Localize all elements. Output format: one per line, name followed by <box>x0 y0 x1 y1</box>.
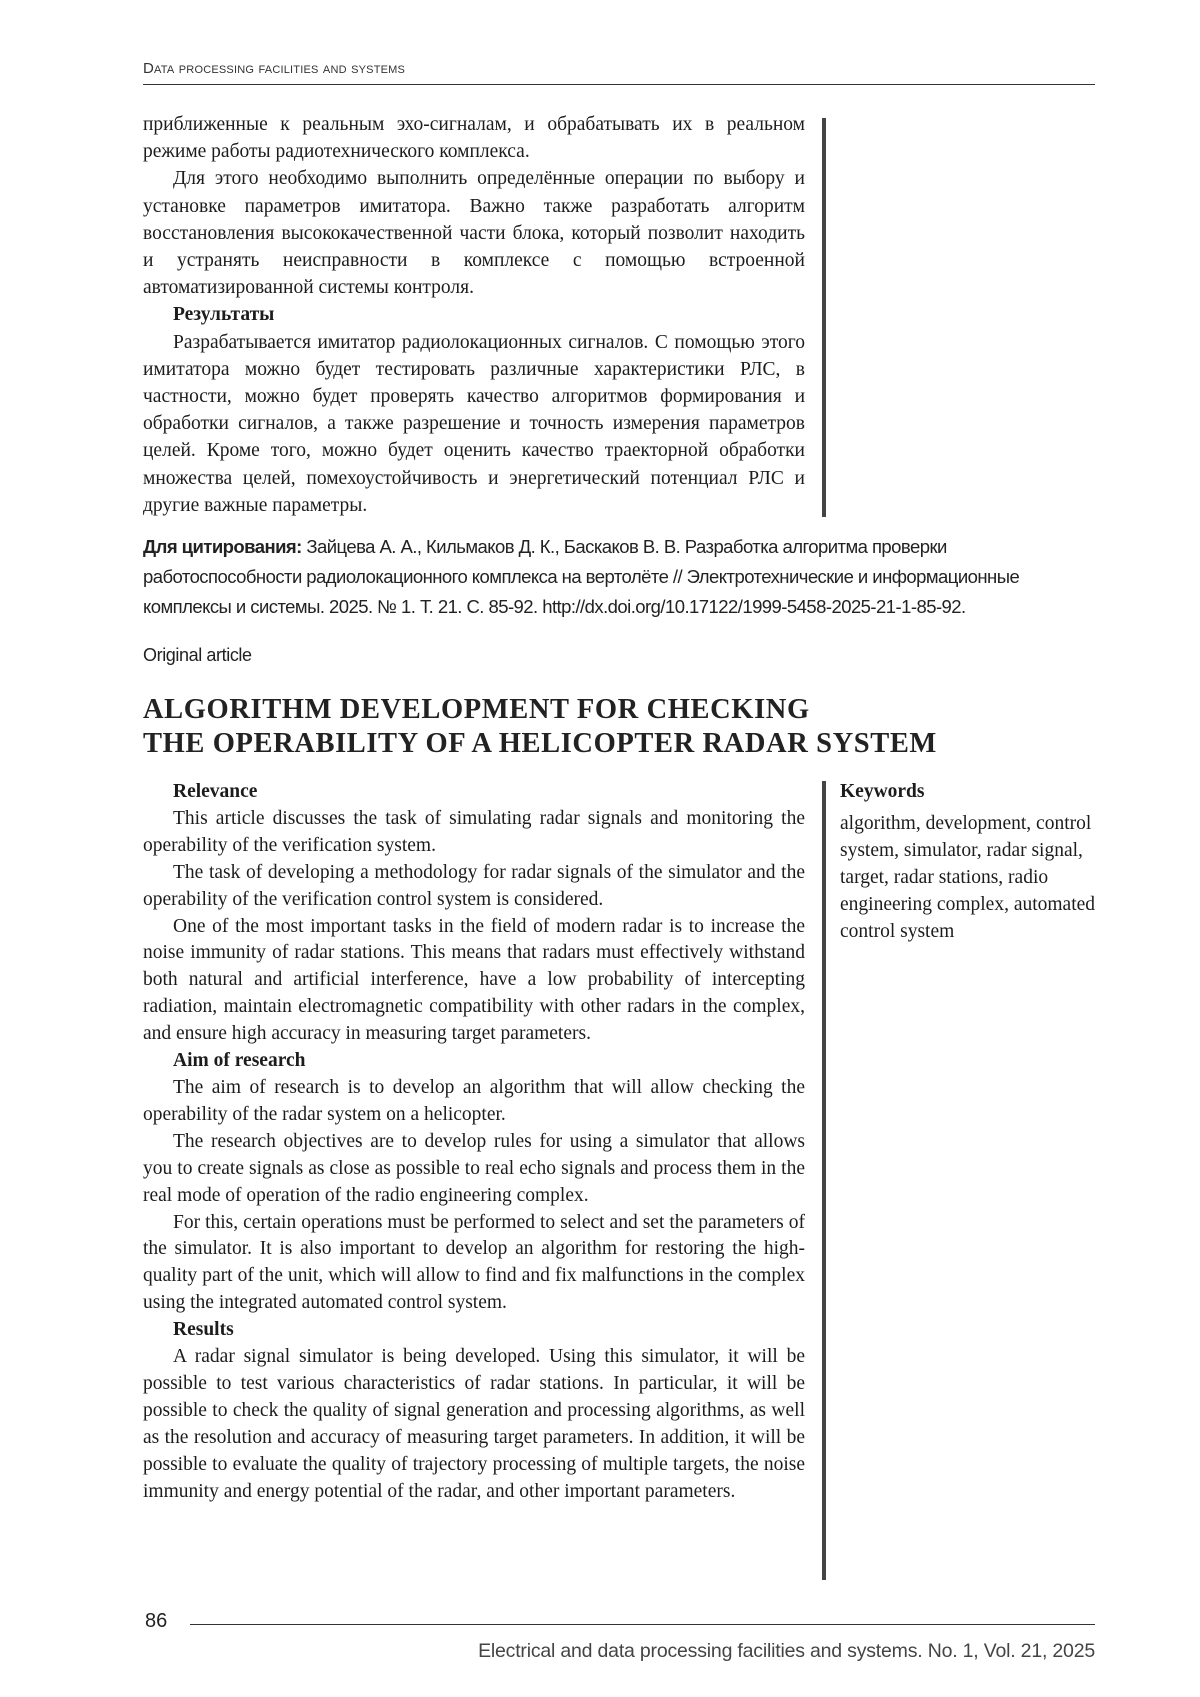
aim-paragraph-1: The aim of research is to develop an algorithm that will allow check­ing the operability of the radar system on a helicopter. <box>143 1075 805 1129</box>
citation-text: Зайцева А. А., Кильмаков Д. К., Баскаков В. В. Разработка алгоритма проверки работоспособности радиолокационного комплекса на вертолёте // Электротехнические и информационные комплексы и системы. 2025. № 1. Т. 21. С. 85-92. http://dx.doi.org/10.17122/1999-5458-2025-21-1-85-92. <box>143 536 1019 617</box>
ru-paragraph-2: Для этого необходимо выполнить определённые операции по выбору и установке параметров имитатора. Важно также разработать алгоритм восстановления высококачественной части блока, который позволит находить и устранять неисправности в комплексе с помо­щью встроенной автоматизированной системы контроля. <box>143 165 805 301</box>
relevance-heading: Relevance <box>143 779 805 806</box>
results-heading: Results <box>143 1317 805 1344</box>
aim-paragraph-3: For this, certain operations must be performed to select and set the par­ameters of the simulator. It is also important to develop an algorithm for restoring the high-quality part of the unit, which will allow to find and fix malfunctions in the complex using the integrated automated control system. <box>143 1210 805 1318</box>
ru-paragraph-1: приближенные к реальным эхо-сигналам, и обрабатывать их в реаль­ном режиме работы радиотехнического комплекса. <box>143 111 805 165</box>
title-line-2: THE OPERABILITY OF A HELICOPTER RADAR SYSTEM <box>143 728 937 759</box>
keywords-heading: Keywords <box>840 779 1110 806</box>
ru-results-heading: Результаты <box>143 301 805 328</box>
ru-column-sidebar-rule <box>822 118 826 517</box>
keywords-box <box>840 779 1110 945</box>
ru-paragraph-3: Разрабатывается имитатор радиолокационных сигналов. С помо­щью этого имитатора можно будет тестировать различные характери­стики РЛС, в частности, можно будет проверять качество алгоритмов формирования и обработки сигналов, а также разрешение и точность измерения параметров целей. Кроме того, можно будет оценить каче­ство траекторной обработки множества целей, помехоустойчивость и энергетический потенциал РЛС и другие важные параметры. <box>143 329 805 519</box>
footer-divider <box>190 1624 1095 1625</box>
page-number: 86 <box>145 1610 167 1633</box>
citation-label: Для цитирования: <box>143 536 302 557</box>
relevance-paragraph-2: The task of developing a methodology for radar signals of the simula­tor and the operability of the verification control system is considered. <box>143 860 805 914</box>
running-header: Data processing facilities and systems <box>143 60 1095 77</box>
russian-text-column <box>143 111 805 519</box>
aim-paragraph-2: The research objectives are to develop rules for using a simulator that allows you to create signals as close as possible to real echo signals and process them in the real mode of operation of the radio engineering complex. <box>143 1129 805 1210</box>
keywords-list: algorithm, development, control system, simulator, radar signal, target, radar stations, radio engineering complex, automated control system <box>840 811 1110 946</box>
relevance-paragraph-1: This article discusses the task of simulating radar signals and monitor­ing the operability of the verification system. <box>143 806 805 860</box>
english-abstract-column <box>143 779 805 1505</box>
relevance-paragraph-3: One of the most important tasks in the field of modern radar is to increase the noise immunity of radar stations. This means that radars must effectively withstand both natural and artificial interference, have a low probability of intercepting radiation, maintain electromagnetic compatibility with other radars in the complex, and ensure high accuracy in measuring target parameters. <box>143 914 805 1049</box>
results-paragraph-1: A radar signal simulator is being developed. Using this simulator, it will be possible to test various characteristics of radar stations. In particu­lar, it will be possible to check the quality of signal generation and pro­cessing algorithms, as well as the resolution and accuracy of measuring target parameters. In addition, it will be possible to evaluate the quality of trajectory processing of multiple targets, the noise immunity and energy potential of the radar, and other important parameters. <box>143 1344 805 1505</box>
article-title <box>143 693 1103 761</box>
citation-block <box>143 532 1103 622</box>
journal-footer: Electrical and data processing facilities and systems. No. 1, Vol. 21, 2025 <box>478 1640 1095 1663</box>
aim-heading: Aim of research <box>143 1048 805 1075</box>
title-line-1: ALGORITHM DEVELOPMENT FOR CHECKING <box>143 694 810 725</box>
article-type: Original article <box>143 645 252 666</box>
en-column-sidebar-rule <box>822 781 826 1580</box>
header-divider <box>143 84 1095 85</box>
